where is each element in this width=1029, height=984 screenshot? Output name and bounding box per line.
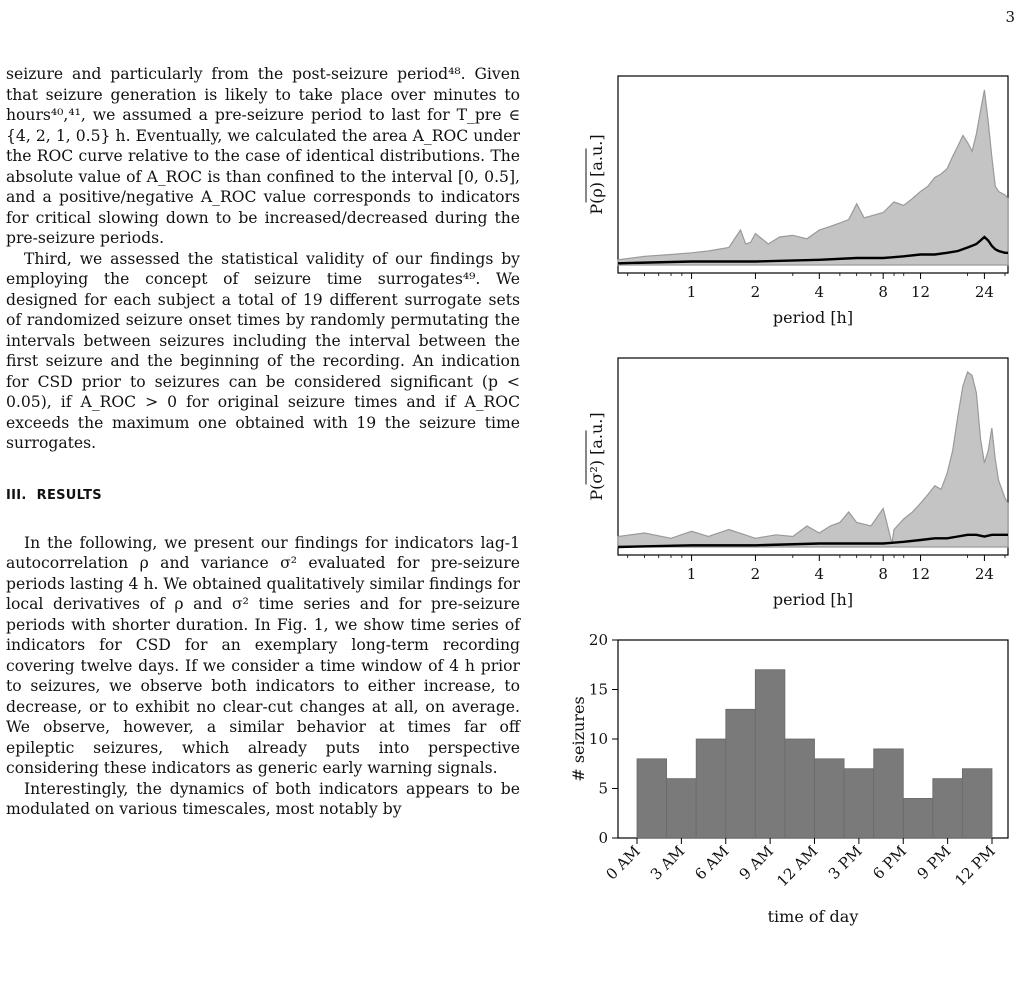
power-spread-area — [618, 90, 1008, 265]
x-tick-label: 2 — [750, 565, 761, 583]
x-tick-label: 4 — [814, 565, 825, 583]
section-heading — [6, 488, 520, 503]
paragraph-4: Interestingly, the dynamics of both indicators appears to be modulated on various timescales, most notably by — [6, 779, 520, 818]
x-tick-label: 8 — [878, 283, 888, 301]
figure-svg — [548, 62, 1018, 972]
x-tick-label: 4 — [814, 283, 825, 301]
paragraph-3: In the following, we present our findings for indicators lag-1 autocorrelation ρ and variance σ² evaluated for pre-seizure periods lasting 4 h. We obtained qualitatively similar findings for local derivatives of ρ and σ² time series and for pre-seizure periods with shorter duration. In Fig. 1, we show time series of indicators for CSD for an exemplary long-term recording covering twelve days. If we consider a time window of 4 h prior to seizures, we observe both indicators to either increase, to decrease, or to exhibit no clear-cut changes at all, on average. We observe, however, a similar behavior at times far off epileptic seizures, which already puts into perspective considering these indicators as generic early warning signals. — [6, 533, 520, 777]
bar-9 — [903, 798, 933, 838]
section-number: III. — [6, 487, 27, 503]
bar-2 — [696, 739, 726, 838]
y-axis-label: # seizures — [569, 696, 588, 782]
figure — [548, 62, 1018, 976]
x-axis-label: period [h] — [772, 590, 854, 609]
x-tick-label: 24 — [974, 565, 994, 583]
bar-7 — [844, 769, 874, 838]
y-tick-label: 10 — [588, 730, 608, 748]
page-number: 3 — [1005, 8, 1015, 26]
y-tick-label: 0 — [598, 829, 608, 847]
bar-3 — [726, 709, 756, 838]
y-tick-label: 20 — [588, 631, 608, 649]
x-tick-label: 8 — [878, 565, 888, 583]
x-tick-label: 1 — [686, 283, 697, 301]
section-title: RESULTS — [36, 487, 102, 503]
bar-0 — [637, 759, 667, 838]
x-tick-label: 0 AM — [602, 842, 644, 884]
x-tick-label: 2 — [750, 283, 761, 301]
spectrum-panel-1 — [586, 76, 1008, 279]
x-axis-label: time of day — [767, 907, 859, 926]
x-tick-label: 6 PM — [869, 842, 911, 883]
bar-6 — [815, 759, 845, 838]
x-tick-label: 9 PM — [913, 842, 955, 883]
x-tick-label: 12 — [911, 283, 931, 301]
y-axis-label: P(ρ) [a.u.] — [587, 134, 606, 215]
bar-5 — [785, 739, 815, 838]
x-tick-label: 12 PM — [951, 842, 999, 890]
paragraph-2: Third, we assessed the statistical validity of our findings by employing the concept of seizure time surrogates⁴⁹. We designed for each subject a total of 19 different surrogate sets of randomized seizure onset times by randomly permutating the intervals between seizures including the interval between the first seizure and the beginning of the recording. An indication for CSD prior to seizures can be considered significant (p < 0.05), if A_ROC > 0 for original seizure times and if A_ROC exceeds the maximum one obtained with 19 the seizure time surrogates. — [6, 249, 520, 452]
x-tick-label: 12 — [911, 565, 931, 583]
x-tick-label: 6 AM — [691, 842, 733, 884]
paragraph-1: seizure and particularly from the post-seizure period⁴⁸. Given that seizure generation is likely to take place over minutes to hours⁴⁰,⁴¹, we assumed a pre-seizure period to last for T_pre ∈ {4, 2, 1, 0.5} h. Eventually, we calculated the area A_ROC under the ROC curve relative to the case of identical distributions. The absolute value of A_ROC is than confined to the interval [0, 0.5], and a positive/negative A_ROC value corresponds to indicators for critical slowing down to be increased/decreased during the pre-seizure periods. — [6, 65, 520, 247]
bar-4 — [755, 670, 785, 838]
x-tick-label: 24 — [974, 283, 994, 301]
x-tick-label: 1 — [686, 565, 697, 583]
spectrum-panel-2 — [586, 358, 1008, 561]
x-axis-label: period [h] — [772, 308, 854, 327]
x-tick-label: 12 AM — [773, 842, 822, 891]
x-tick-label: 3 PM — [824, 842, 866, 883]
x-tick-label: 3 AM — [646, 842, 689, 884]
bar-11 — [962, 769, 992, 838]
power-spread-area — [618, 372, 1008, 547]
y-tick-label: 5 — [598, 779, 608, 798]
bar-1 — [667, 779, 697, 838]
text-column — [6, 64, 520, 820]
bar-10 — [933, 779, 963, 838]
bar-8 — [874, 749, 904, 838]
y-tick-label: 15 — [588, 680, 608, 699]
x-tick-label: 9 AM — [735, 842, 777, 884]
y-axis-label: P(σ²) [a.u.] — [587, 412, 606, 501]
